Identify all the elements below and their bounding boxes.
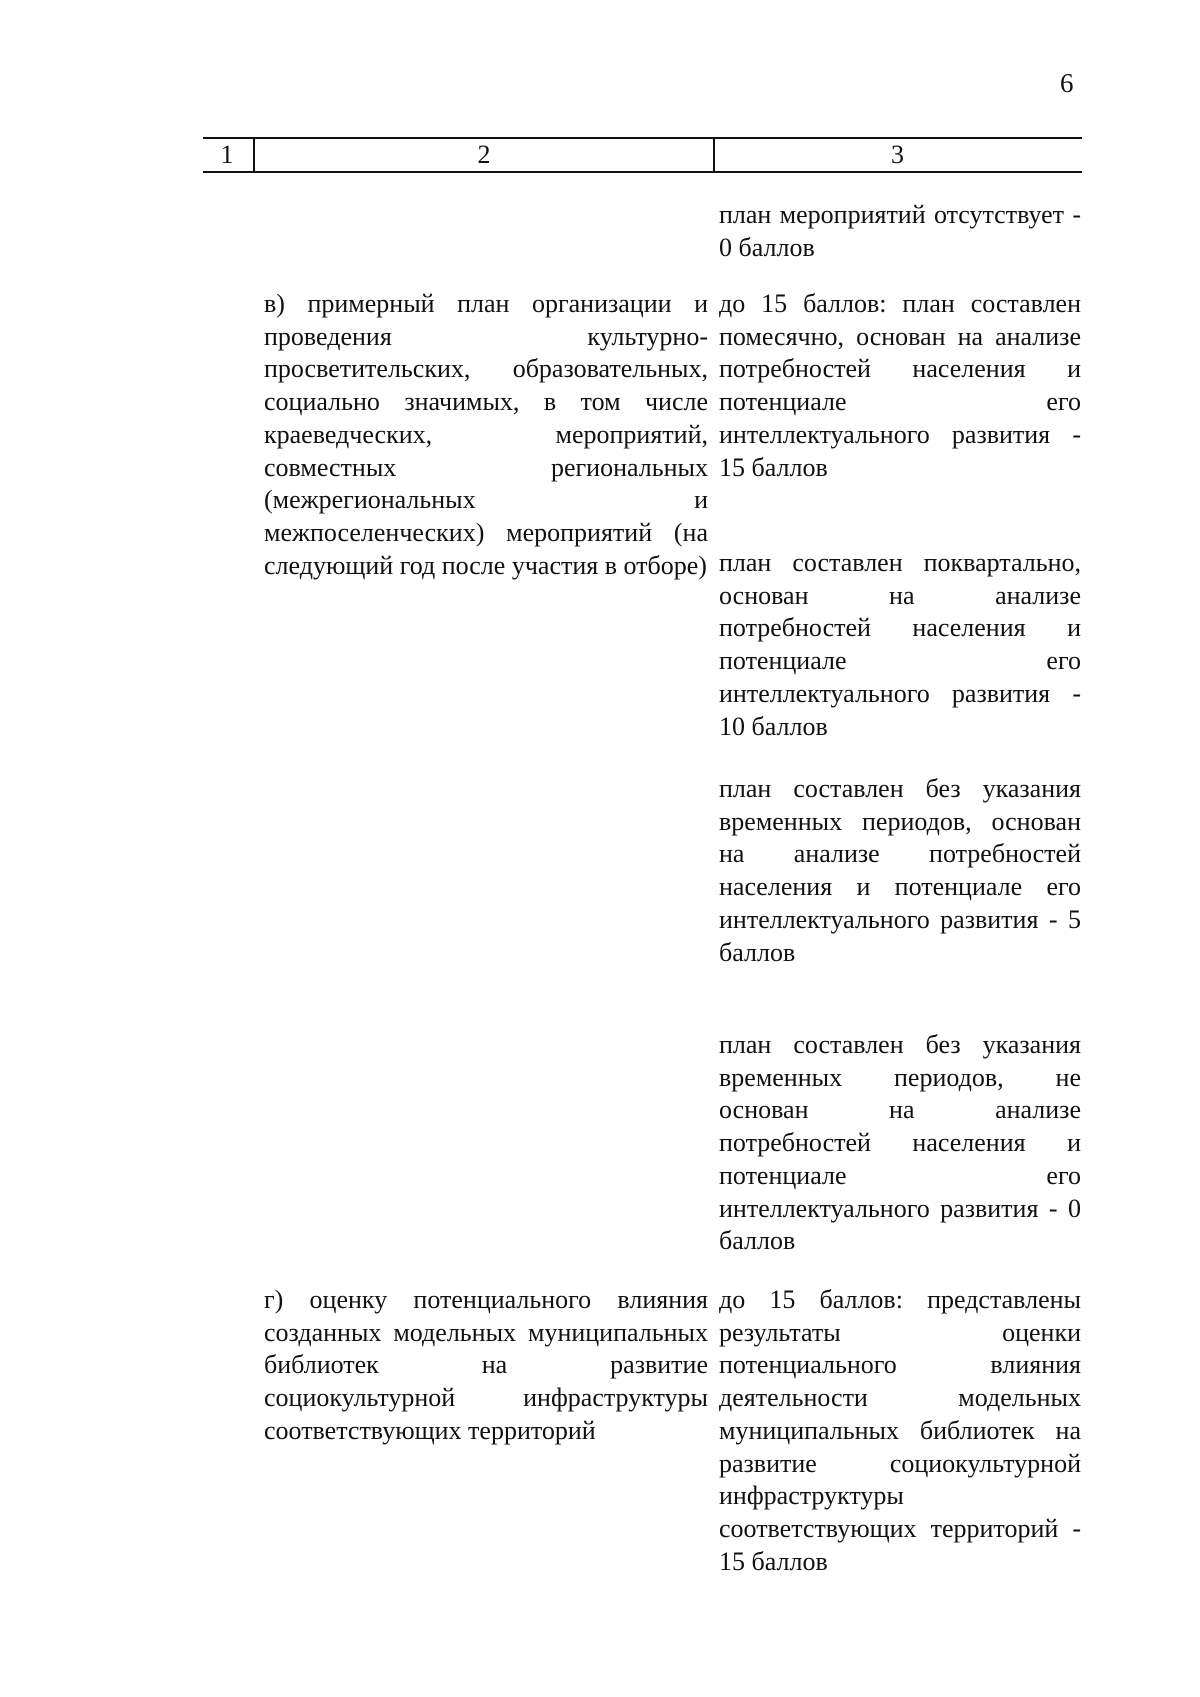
header-col-2: 2 xyxy=(253,139,715,171)
score-text xyxy=(719,199,1081,264)
score-paragraph: план составлен поквартально, основан на анализе потребностей населения и потенциале его интеллектуального развития - 10 баллов xyxy=(719,548,1081,741)
header-col-1: 1 xyxy=(220,140,234,169)
criterion-text xyxy=(264,288,708,582)
criterion-paragraph: в) примерный план организации и проведения культурно-просветительских, образовательных, социально значимых, в том числе краеведческих, мероприятий, совместных региональных (межрегиональных и межпоселенческих) мероприятий (на следующий год после участия в отборе) xyxy=(264,289,708,580)
score-text xyxy=(719,773,1081,969)
criterion-paragraph: г) оценку потенциального влияния созданных модельных муниципальных библиотек на развитие социокультурной инфраструктуры соответствующих территорий xyxy=(264,1285,708,1445)
score-text xyxy=(719,1284,1081,1578)
score-text xyxy=(719,288,1081,484)
score-paragraph: до 15 баллов: план составлен помесячно, основан на анализе потребностей населения и потенциале его интеллектуального развития - 15 баллов xyxy=(719,289,1081,482)
score-text xyxy=(719,547,1081,743)
score-paragraph: план составлен без указания временных периодов, не основан на анализе потребностей населения и потенциале его интеллектуального развития - 0 баллов xyxy=(719,1030,1081,1256)
criterion-text xyxy=(264,1284,708,1448)
score-paragraph: до 15 баллов: представлены результаты оценки потенциального влияния деятельности модельных муниципальных библиотек на развитие социокультурной инфраструктуры соответствующих территорий - 15 баллов xyxy=(719,1285,1081,1576)
page-number: 6 xyxy=(1060,68,1074,98)
score-paragraph: план мероприятий отсутствует - 0 баллов xyxy=(719,200,1081,262)
table-header-row xyxy=(203,137,1082,173)
header-col-3: 3 xyxy=(891,140,904,169)
score-paragraph: план составлен без указания временных периодов, основан на анализе потребностей населения и потенциале его интеллектуального развития - 5 баллов xyxy=(719,774,1081,967)
score-text xyxy=(719,1029,1081,1258)
